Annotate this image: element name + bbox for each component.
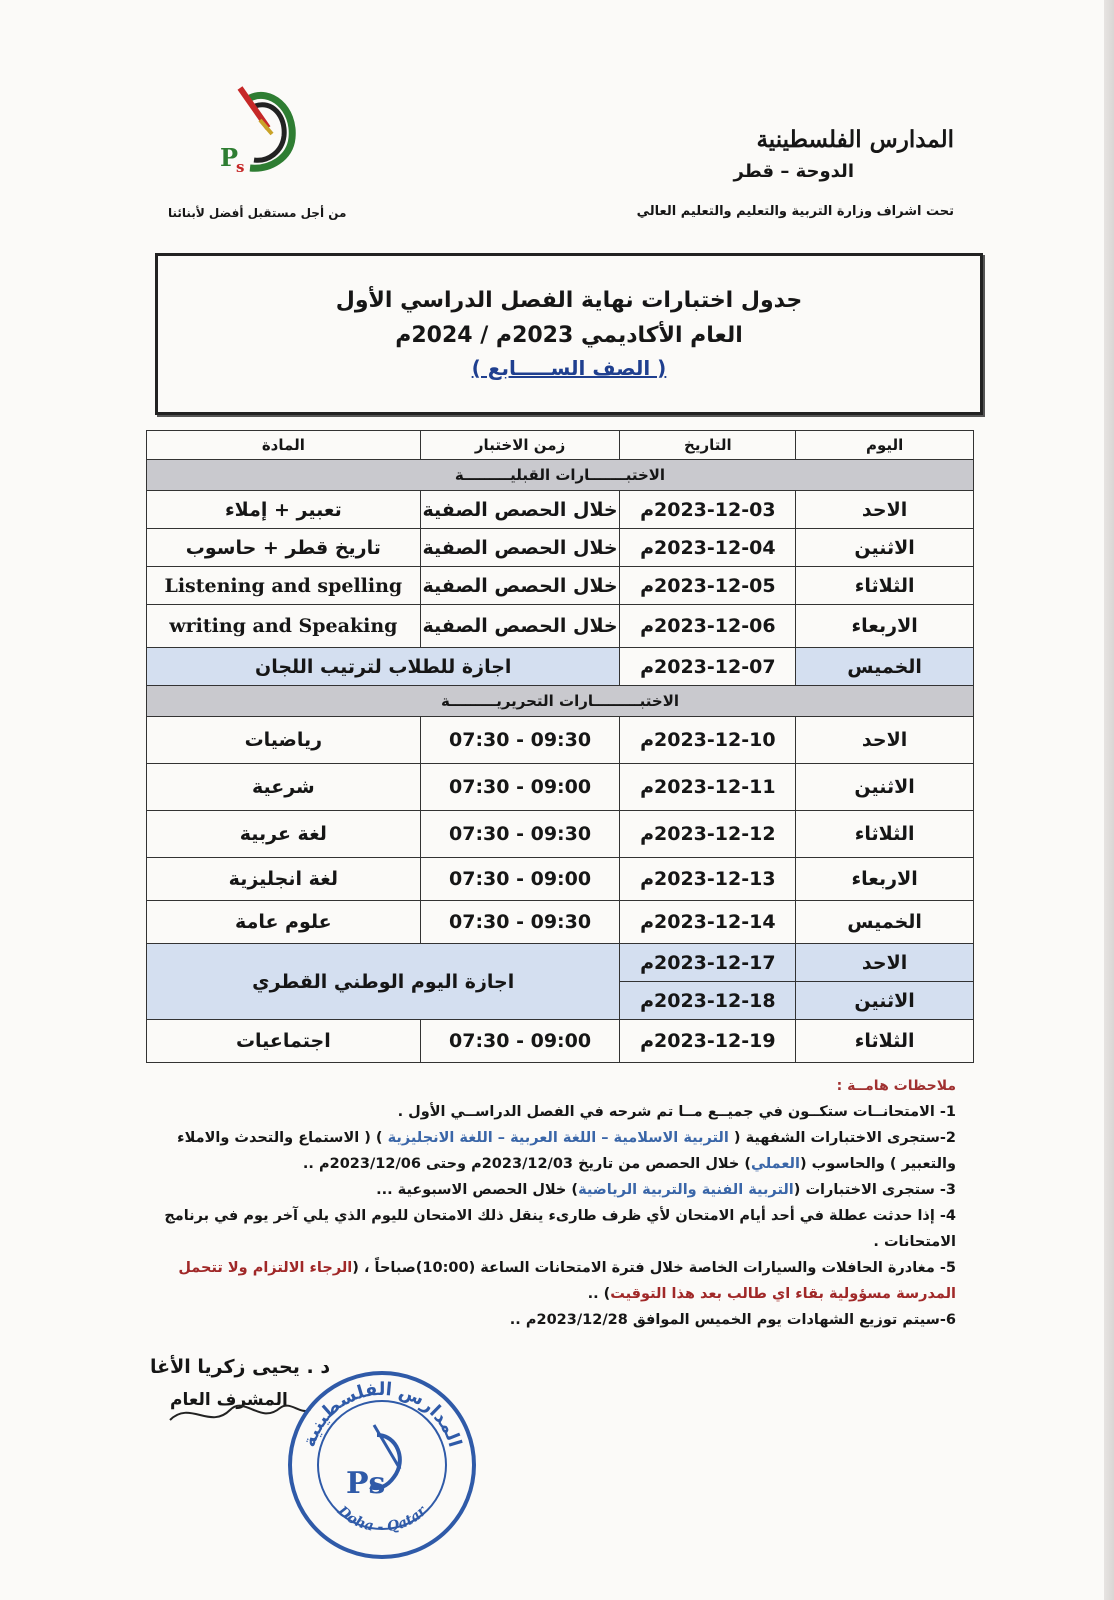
cell-date: 2023-12-06م (620, 605, 796, 648)
note-item: 6-سيتم توزيع الشهادات يوم الخميس الموافق 2023/12/28م .. (509, 1312, 956, 1328)
signatory-role: المشرف العام (170, 1390, 288, 1410)
note-text: ) .. (587, 1286, 611, 1302)
school-stamp (282, 1365, 482, 1565)
cell-date: 2023-12-12م (620, 811, 796, 858)
cell-date: 2023-12-05م (620, 567, 796, 605)
section-row-oral (147, 460, 974, 491)
cell-date: 2023-12-17م (620, 944, 796, 982)
note-text: 3- ستجرى الاختبارات ( (793, 1182, 956, 1198)
cell-date: 2023-12-14م (620, 901, 796, 944)
header-time: زمن الاختبار (420, 431, 620, 460)
table-row (147, 529, 974, 567)
cell-subject: writing and Speaking (147, 605, 421, 648)
section-oral-label: الاختبـــــــارات القبليـــــــــة (147, 460, 974, 491)
cell-day: الاربعاء (796, 858, 974, 901)
cell-day: الثلاثاء (796, 1020, 974, 1063)
header-subject: المادة (147, 431, 421, 460)
table-row (147, 491, 974, 529)
table-row (147, 717, 974, 764)
table-row (147, 858, 974, 901)
cell-subject: اجتماعيات (147, 1020, 421, 1063)
section-row-written (147, 686, 974, 717)
cell-holiday-note: اجازة للطلاب لترتيب اللجان (147, 648, 620, 686)
cell-date: 2023-12-04م (620, 529, 796, 567)
holiday-row (147, 648, 974, 686)
notes-section (156, 1073, 956, 1333)
ministry-line: تحت اشراف وزارة التربية والتعليم والتعليم العالي (636, 204, 954, 219)
notes-title: ملاحظات هامــة : (836, 1078, 956, 1094)
note-text: ) خلال الحصص من تاريخ 2023/12/03م وحتى 2023/12/06م .. (302, 1156, 752, 1172)
cell-day: الثلاثاء (796, 811, 974, 858)
note-text: 2-ستجرى الاختبارات الشفهية ( (728, 1130, 956, 1146)
cell-time: 07:30 - 09:30 (420, 811, 620, 858)
cell-time: خلال الحصص الصفية (420, 529, 620, 567)
header-date: التاريخ (620, 431, 796, 460)
svg-text:s: s (236, 158, 245, 176)
note-text: ) خلال الحصص الاسبوعية ... (376, 1182, 579, 1198)
cell-day: الاحد (796, 491, 974, 529)
stamp-english-text: Doha - Qatar (334, 1503, 430, 1536)
cell-date: 2023-12-03م (620, 491, 796, 529)
cell-date: 2023-12-11م (620, 764, 796, 811)
cell-time: 07:30 - 09:30 (420, 717, 620, 764)
note-item (156, 1125, 956, 1177)
table-row (147, 1020, 974, 1063)
cell-day: الاربعاء (796, 605, 974, 648)
cell-time: خلال الحصص الصفية (420, 605, 620, 648)
exam-schedule-table (146, 430, 974, 1063)
cell-day: الاثنين (796, 529, 974, 567)
cell-subject: شرعية (147, 764, 421, 811)
cell-subject: علوم عامة (147, 901, 421, 944)
cell-date: 2023-12-19م (620, 1020, 796, 1063)
note-warning: الرجاء الالتزام ولا تتحمل المدرسة مسؤولية بقاء اي طالب بعد هذا التوقيت (178, 1260, 956, 1302)
cell-day: الاحد (796, 944, 974, 982)
cell-subject: لغة عربية (147, 811, 421, 858)
table-row (147, 567, 974, 605)
stamp-arabic-text: المدارس الفلسطينية (298, 1378, 466, 1450)
note-highlight: العملي (751, 1156, 800, 1172)
note-item (156, 1255, 956, 1307)
cell-time: 07:30 - 09:00 (420, 1020, 620, 1063)
cell-day: الثلاثاء (796, 567, 974, 605)
grade-label: ( الصف الســـــابع ) (471, 356, 667, 380)
cell-time: خلال الحصص الصفية (420, 491, 620, 529)
cell-date: 2023-12-07م (620, 648, 796, 686)
cell-subject: تعبير + إملاء (147, 491, 421, 529)
school-motto: من أجل مستقبل أفضل لأبنائنا (168, 206, 347, 220)
cell-time: خلال الحصص الصفية (420, 567, 620, 605)
cell-day: الاثنين (796, 982, 974, 1020)
cell-subject: تاريخ قطر + حاسوب (147, 529, 421, 567)
national-day-row (147, 944, 974, 982)
svg-text:P: P (220, 143, 239, 172)
page-edge (1104, 0, 1114, 1600)
stamp-logo-text: Ps (346, 1466, 386, 1501)
school-logo (210, 78, 310, 178)
cell-subject: لغة انجليزية (147, 858, 421, 901)
note-item: 1- الامتحانــات ستكــون في جميــع مــا تم شرحه في الفصل الدراســي الأول . (397, 1104, 956, 1120)
cell-day: الخميس (796, 648, 974, 686)
note-highlight: التربية الفنية والتربية الرياضية (578, 1182, 794, 1198)
school-name: المدارس الفلسطينية (756, 126, 954, 153)
cell-national-day-note: اجازة اليوم الوطني القطري (147, 944, 620, 1020)
table-header-row (147, 431, 974, 460)
academic-year: العام الأكاديمي 2023م / 2024م (395, 323, 743, 348)
cell-subject: رياضيات (147, 717, 421, 764)
cell-time: 07:30 - 09:00 (420, 858, 620, 901)
cell-day: الخميس (796, 901, 974, 944)
table-row (147, 764, 974, 811)
signatory-name: د . يحيى زكريا الأغا (150, 1356, 331, 1378)
header-school-block (734, 126, 954, 182)
header-day: اليوم (796, 431, 974, 460)
cell-subject: Listening and spelling (147, 567, 421, 605)
note-item (156, 1177, 956, 1203)
note-item: 4- إذا حدثت عطلة في أحد أيام الامتحان لأي ظرف طارىء ينقل ذلك الامتحان لليوم الذي يلي آخر يوم في برنامج الامتحانات . (164, 1208, 956, 1250)
school-city: الدوحة – قطر (733, 161, 854, 182)
cell-time: 07:30 - 09:30 (420, 901, 620, 944)
cell-time: 07:30 - 09:00 (420, 764, 620, 811)
note-highlight: التربية الاسلامية – اللغة العربية – اللغة الانجليزية (387, 1130, 729, 1146)
cell-date: 2023-12-18م (620, 982, 796, 1020)
document-title: جدول اختبارات نهاية الفصل الدراسي الأول (335, 288, 803, 313)
cell-date: 2023-12-13م (620, 858, 796, 901)
cell-day: الاحد (796, 717, 974, 764)
svg-text:Doha - Qatar (333, 1502, 431, 1535)
table-row (147, 605, 974, 648)
note-text: ) ( الاستماع والتحدث والاملاء والتعبير ) والحاسوب ( (177, 1130, 956, 1172)
cell-date: 2023-12-10م (620, 717, 796, 764)
note-text: 5- مغادرة الحافلات والسيارات الخاصة خلال فترة الامتحانات الساعة (10:00)صباحاً ، ( (352, 1260, 956, 1276)
table-row (147, 811, 974, 858)
section-written-label: الاختبـــــــــارات التحريريـــــــــة (147, 686, 974, 717)
title-box (155, 253, 983, 415)
table-row (147, 901, 974, 944)
cell-day: الاثنين (796, 764, 974, 811)
